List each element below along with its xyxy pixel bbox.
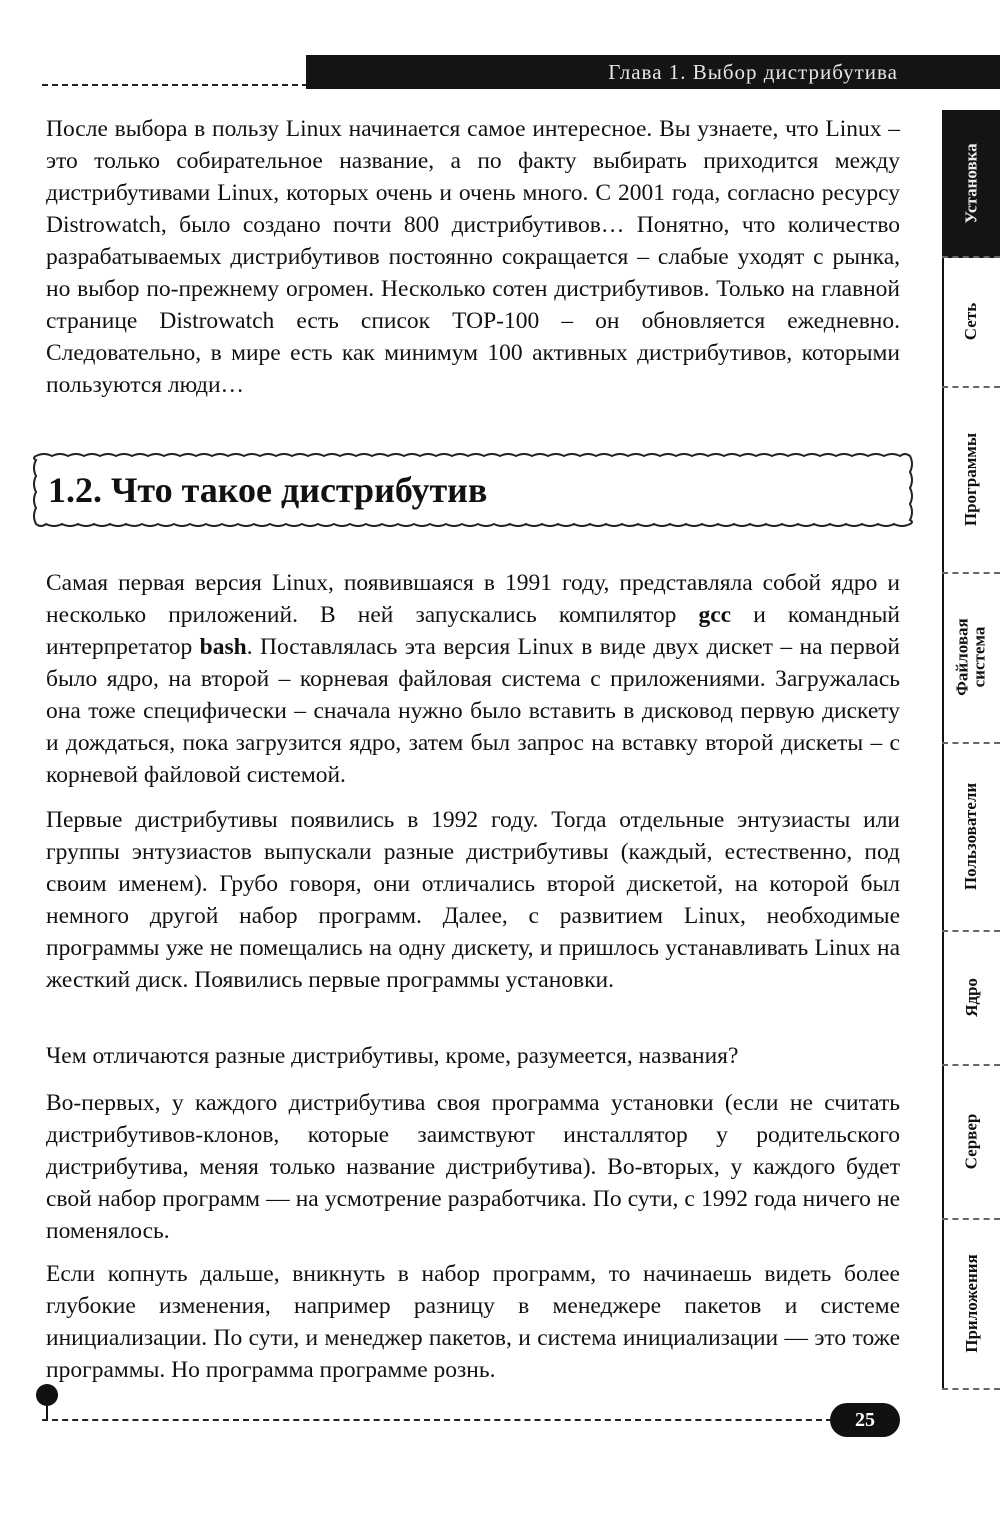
side-tab-kernel[interactable] bbox=[942, 930, 1000, 1066]
footer-bullet-stem bbox=[46, 1404, 48, 1420]
page-number: 25 bbox=[830, 1403, 900, 1437]
footer-bullet-icon bbox=[36, 1384, 58, 1406]
paragraph-6: Если копнуть дальше, вникнуть в набор программ, то начинаешь видеть более глубокие изменения, например разницу в менеджере пакетов и системе инициализации. По сути, и менеджер пакетов, и система инициализации — это тоже программы. Но программа программе рознь. bbox=[46, 1261, 900, 1383]
side-tab-label: Ядро bbox=[961, 977, 981, 1017]
paragraph-5: Во-первых, у каждого дистрибутива своя программа установки (если не считать дистрибутивов-клонов, которые заимствуют инсталлятор у родительского дистрибутива, меняя только название дистрибутива). Во-вторых, у каждого будет свой набор программ — на усмотрение разработчика. По сути, с 1992 года ничего не поменялось. bbox=[46, 1090, 900, 1244]
side-tab-label: Сеть bbox=[961, 302, 981, 340]
side-tab-installation[interactable] bbox=[942, 110, 1000, 258]
side-tab-label: Файловая система bbox=[953, 618, 990, 696]
side-tab-users[interactable] bbox=[942, 742, 1000, 932]
paragraph-1: После выбора в пользу Linux начинается самое интересное. Вы узнаете, что Linux – это только собирательное название, а по факту выбирать приходится между дистрибутивами Linux, которых очень и очень много. С 2001 года, согласно ресурсу Distrowatch, было создано почти 800 дистрибутивов… Понятно, что количество разрабатываемых дистрибутивов постоянно сокращается – слабые уходят с рынка, но выбор по-прежнему огромен. Несколько сотен дистрибутивов. Только на главной странице Distrowatch есть список TOP-100 – он обновляется ежедневно. Следовательно, в мире есть как минимум 100 активных дистрибутивов, которыми пользуются люди… bbox=[46, 116, 900, 398]
section-heading-box bbox=[30, 450, 916, 530]
side-tab-label: Пользователи bbox=[961, 782, 981, 890]
chapter-title: Глава 1. Выбор дистрибутива bbox=[608, 60, 898, 84]
footer-dashed-rule bbox=[42, 1419, 832, 1421]
side-tab-programs[interactable] bbox=[942, 386, 1000, 574]
side-tab-server[interactable] bbox=[942, 1064, 1000, 1220]
side-tab-label: Установка bbox=[961, 142, 981, 224]
side-tab-label: Приложения bbox=[961, 1253, 981, 1353]
paragraph-2: Самая первая версия Linux, появившаяся в 1991 году, представляла собой ядро и несколько приложений. В ней запускались компилятор gcc и командный интерпретатор bash. Поставлялась эта версия Linux в виде двух дискет – на первой было ядро, на второй – корневая файловая система с приложениями. Загружалась она тоже специфически – сначала нужно было вставить в дисковод первую дискету и дождаться, пока загрузится ядро, затем был запрос на вставку второй дискеты – с корневой файловой системой. bbox=[46, 570, 901, 788]
side-tab-applications[interactable] bbox=[942, 1218, 1000, 1390]
paragraph-3: Первые дистрибутивы появились в 1992 году. Тогда отдельные энтузиасты или группы энтузиастов выпускали разные дистрибутивы (каждый, естественно, под своим именем). Грубо говоря, они отличались второй дискетой, на которой был немного другой набор программ. Далее, с развитием Linux, необходимые программы уже не помещались на одну дискету, и пришлось устанавливать Linux на жесткий диск. Появились первые программы установки. bbox=[46, 807, 900, 993]
side-thumb-index bbox=[942, 110, 1000, 1388]
side-tab-network[interactable] bbox=[942, 256, 1000, 388]
chapter-header-bar bbox=[306, 55, 1000, 89]
side-tab-label: Сервер bbox=[961, 1113, 981, 1169]
section-heading: 1.2. Что такое дистрибутив bbox=[48, 470, 488, 510]
side-tab-filesystem[interactable] bbox=[942, 572, 1000, 744]
header-dashed-rule bbox=[42, 84, 308, 86]
paragraph-4: Чем отличаются разные дистрибутивы, кроме, разумеется, названия? bbox=[46, 1043, 739, 1069]
side-tab-label: Программы bbox=[961, 432, 981, 526]
